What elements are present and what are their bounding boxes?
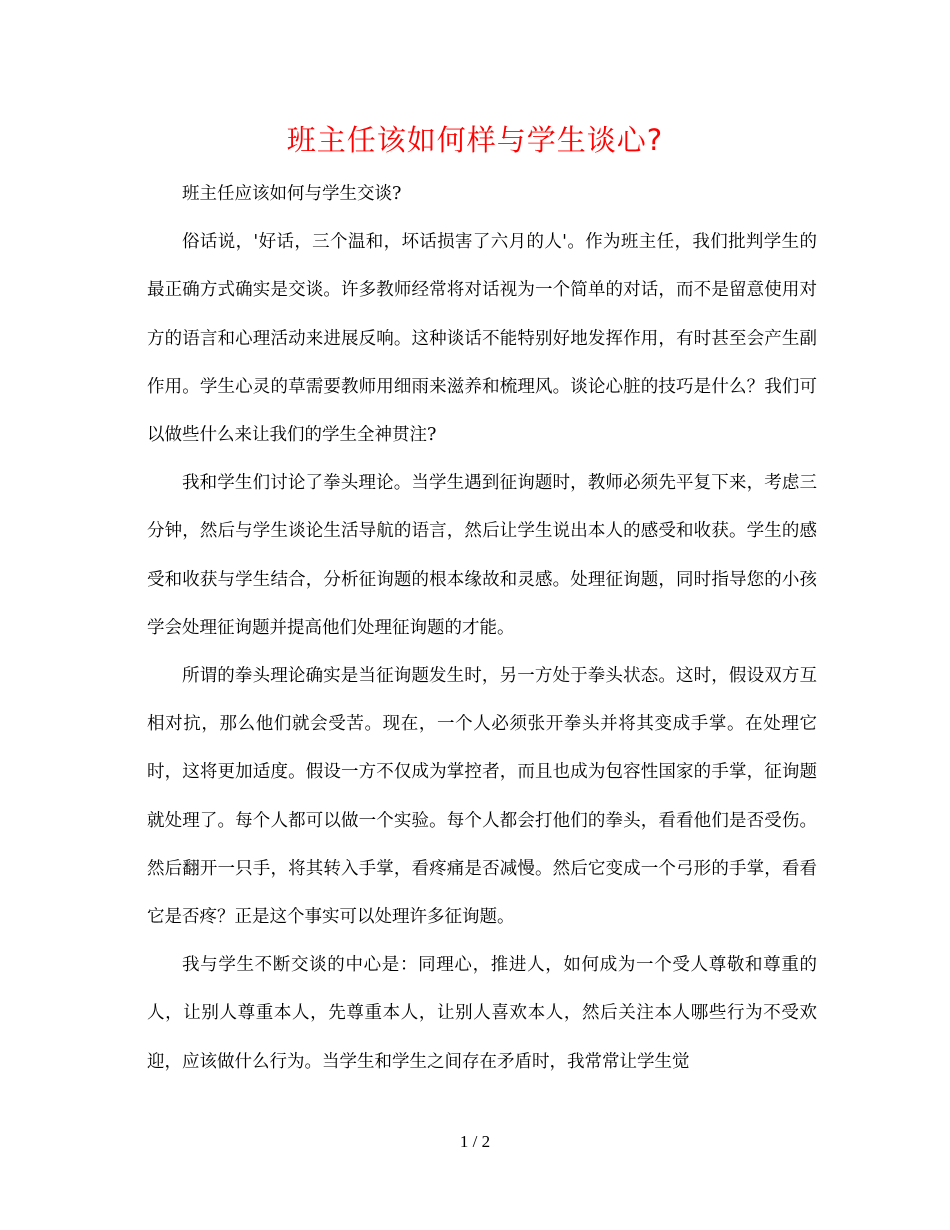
paragraph-4: 所谓的拳头理论确实是当征询题发生时，另一方处于拳头状态。这时，假设双方互相对抗，那么他们就会受苦。现在，一个人必须张开拳头并将其变成手掌。在处理它时，这将更加适度。假设一方不仅成为掌控者，而且也成为包容性国家的手掌，征询题就处理了。每个人都可以做一个实验。每个人都会打他们的拳头，看看他们是否受伤。然后翻开一只手，将其转入手掌，看疼痛是否减慢。然后它变成一个弓形的手掌，看看它是否疼？正是这个事实可以处理许多征询题。 xyxy=(147,666,817,928)
page-number: 1 / 2 xyxy=(459,1132,491,1151)
paragraph-2: 俗话说，'好话，三个温和，坏话损害了六月的人'。作为班主任，我们批判学生的最正确方式确实是交谈。许多教师经常将对话视为一个简单的对话，而不是留意使用对方的语言和心理活动来进展反响。这种谈话不能特别好地发挥作用，有时甚至会产生副作用。学生心灵的草需要教师用细雨来滋养和梳理风。谈论心脏的技巧是什么？我们可以做些什么来让我们的学生全神贯注? xyxy=(147,232,817,446)
paragraph-5: 我与学生不断交谈的中心是：同理心，推进人，如何成为一个受人尊敬和尊重的人，让别人尊重本人，先尊重本人，让别人喜欢本人，然后关注本人哪些行为不受欢迎，应该做什么行为。当学生和学生之间存在矛盾时，我常常让学生觉 xyxy=(147,955,817,1072)
document-title: 班主任该如何样与学生谈心? xyxy=(286,123,664,157)
document-body xyxy=(147,170,817,1086)
paragraph-3: 我和学生们讨论了拳头理论。当学生遇到征询题时，教师必须先平复下来，考虑三分钟，然后与学生谈论生活导航的语言，然后让学生说出本人的感受和收获。学生的感受和收获与学生结合，分析征询题的根本缘故和灵感。处理征询题，同时指导您的小孩学会处理征询题并提高他们处理征询题的才能。 xyxy=(147,473,817,638)
paragraph-1: 班主任应该如何与学生交谈? xyxy=(182,184,402,204)
